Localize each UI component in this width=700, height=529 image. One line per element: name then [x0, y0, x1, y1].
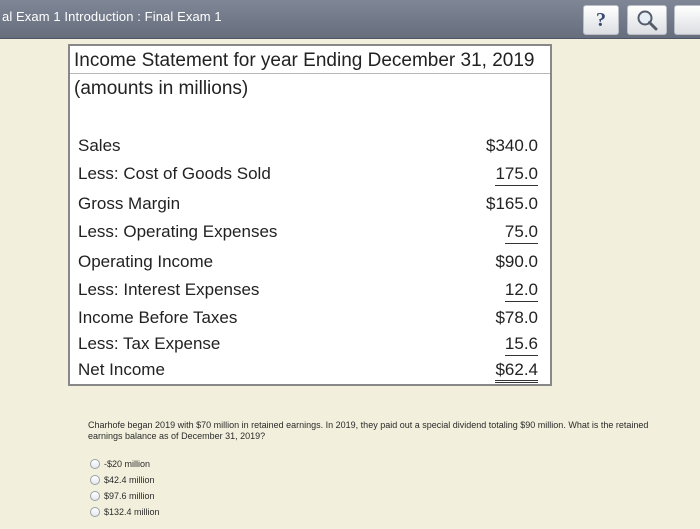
row-value: $62.4: [495, 360, 538, 383]
row-value: 15.6: [505, 334, 538, 356]
choice-label: $132.4 million: [104, 507, 160, 517]
row-value: 12.0: [505, 280, 538, 302]
window-title: al Exam 1 Introduction : Final Exam 1: [2, 9, 222, 24]
choice-label: $42.4 million: [104, 475, 155, 485]
header-divider: [70, 73, 550, 74]
help-button[interactable]: [583, 5, 619, 35]
answer-choices: [90, 456, 160, 520]
row-label: Less: Operating Expenses: [78, 222, 278, 241]
row-label: Sales: [78, 136, 121, 155]
statement-subtitle: (amounts in millions): [74, 78, 249, 99]
radio-button[interactable]: [90, 475, 100, 485]
row-value: $90.0: [495, 252, 538, 271]
row-label: Net Income: [78, 360, 165, 379]
radio-button[interactable]: [90, 491, 100, 501]
search-button[interactable]: [627, 5, 667, 35]
magnifier-icon: [635, 8, 659, 32]
row-label: Less: Tax Expense: [78, 334, 221, 353]
statement-row: [78, 160, 538, 188]
statement-row: [78, 190, 538, 218]
row-label: Gross Margin: [78, 194, 181, 213]
toolbar-extra-button[interactable]: [674, 5, 700, 35]
statement-row: [78, 330, 538, 358]
row-label: Income Before Taxes: [78, 308, 238, 327]
statement-row: [78, 218, 538, 246]
question-text: Charhofe began 2019 with $70 million in retained earnings. In 2019, they paid out a special dividend totaling $90 million. What is the retained earnings balance as of December 31, 2019?: [88, 420, 649, 441]
row-value: $78.0: [495, 308, 538, 327]
answer-choice[interactable]: [90, 472, 160, 488]
statement-title: Income Statement for year Ending December 31, 2019: [74, 50, 535, 71]
row-value: $340.0: [486, 136, 538, 155]
radio-button[interactable]: [90, 507, 100, 517]
statement-row: [78, 248, 538, 276]
row-label: Less: Interest Expenses: [78, 280, 260, 299]
statement-row: [78, 304, 538, 332]
title-bar: [0, 0, 700, 39]
choice-label: $97.6 million: [104, 491, 155, 501]
statement-row: [78, 132, 538, 160]
statement-row: [78, 356, 538, 384]
radio-button[interactable]: [90, 459, 100, 469]
answer-choice[interactable]: [90, 504, 160, 520]
answer-choice[interactable]: [90, 488, 160, 504]
row-value: $165.0: [486, 194, 538, 213]
row-value: 75.0: [505, 222, 538, 244]
income-statement-image: [68, 44, 552, 386]
question-mark-icon: ?: [596, 8, 606, 31]
statement-row: [78, 276, 538, 304]
row-label: Operating Income: [78, 252, 214, 271]
row-label: Less: Cost of Goods Sold: [78, 164, 271, 183]
answer-choice[interactable]: [90, 456, 160, 472]
choice-label: -$20 million: [104, 459, 151, 469]
row-value: 175.0: [495, 164, 538, 186]
